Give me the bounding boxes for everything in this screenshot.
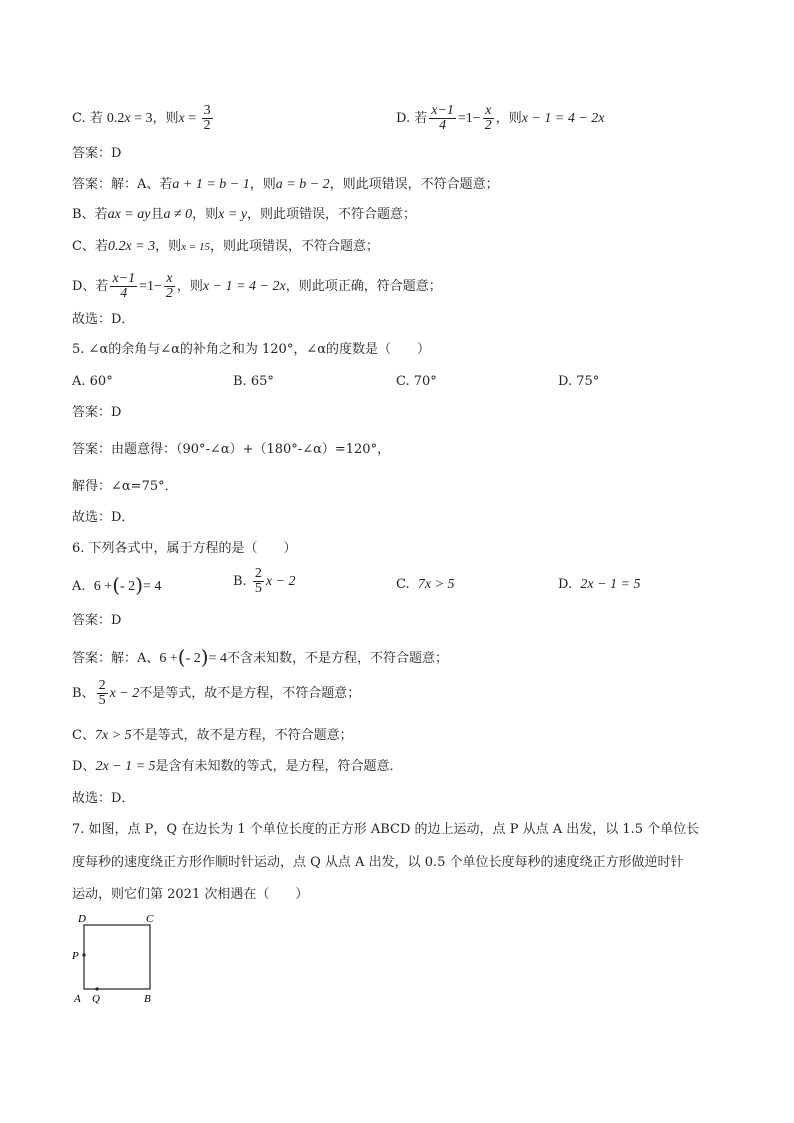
q5-option-b: B. 65° [233, 374, 274, 389]
label-a: A [74, 993, 81, 1005]
q5-option-a: A. 60° [72, 374, 113, 389]
square-abcd [84, 925, 150, 989]
q4-solution-b: B、若ax = ay且a ≠ 0，则x = y，则此项错误，不符合题意； [72, 207, 417, 222]
q5-stem: 5. ∠α的余角与∠α的补角之和为 120°，∠α的度数是（ ） [72, 342, 430, 357]
q5-final: 故选：D． [72, 510, 135, 525]
label-c: C [146, 913, 154, 925]
q5-option-d: D. 75° [558, 374, 600, 389]
q7-stem-line-2: 度每秒的速度绕正方形作顺时针运动，点 Q 从点 A 出发，以 0.5 个单位长度每秒的速度绕正方形做逆时针 [72, 855, 684, 870]
label-q: Q [92, 993, 100, 1005]
q4-solution-c: C、若0.2x = 3，则x = 15，则此项错误，不符合题意； [72, 239, 379, 254]
q6-option-b: B. $\frac{2}{5}$ x − 2 [233, 566, 296, 596]
q4-final: 故选：D． [72, 312, 135, 327]
q4-option-c: C. 若 0.2x = 3，则x = $\frac{3}{2}$ [72, 103, 211, 133]
q7-stem-line-3: 运动，则它们第 2021 次相遇在（ ） [72, 887, 309, 902]
q6-stem: 6. 下列各式中，属于方程的是（ ） [72, 541, 297, 556]
point-q [95, 987, 98, 990]
fraction: $\frac{x-1}{4}$ [431, 103, 454, 133]
q6-solution-b: B、 $\frac{2}{5}$ x − 2不是等式，故不是方程，不符合题意； [72, 678, 361, 708]
q5-answer: 答案：D [72, 405, 122, 420]
q7-stem-line-1: 7. 如图，点 P，Q 在边长为 1 个单位长度的正方形 ABCD 的边上运动，点 P 从点 A 出发，以 1.5 个单位长 [72, 822, 700, 837]
q6-answer: 答案：D [72, 613, 122, 628]
q6-solution-d: D、2x − 1 = 5是含有未知数的等式，是方程，符合题意． [72, 759, 403, 774]
square-figure [66, 910, 176, 1010]
fraction: $\frac{3}{2}$ [203, 103, 211, 133]
fraction: $\frac{2}{5}$ [254, 566, 262, 596]
q5-solution-2: 解得：∠α=75°． [72, 479, 178, 494]
fraction: $\frac{x}{2}$ [484, 103, 492, 133]
q6-option-a: A. 6 +(- 2)= 4 [72, 573, 162, 597]
q5-option-c: C. 70° [396, 374, 437, 389]
fraction: $\frac{x-1}{4}$ [112, 271, 136, 301]
q6-solution-c: C、7x > 5不是等式，故不是方程，不符合题意； [72, 728, 353, 743]
q6-final: 故选：D． [72, 791, 135, 806]
q6-option-d: D. 2x − 1 = 5 [558, 577, 641, 592]
point-p [82, 953, 85, 956]
label-b: B [144, 993, 151, 1005]
q6-option-c: C. 7x > 5 [396, 577, 455, 592]
q4-solution-d: D、若 $\frac{x-1}{4}$ =1− $\frac{x}{2}$ ，则x − 1 = 4 − 2x，则此项正确，符合题意； [72, 271, 442, 301]
fraction: $\frac{2}{5}$ [98, 678, 106, 708]
fraction: $\frac{x}{2}$ [165, 271, 173, 301]
label-d: D [78, 913, 86, 925]
label-p: P [72, 950, 79, 962]
q5-solution-1: 答案：由题意得：（90°-∠α）+（180°-∠α）=120°， [72, 442, 391, 457]
q6-solution-a: 答案：解：A、6 +(- 2)= 4不含未知数，不是方程，不符合题意； [72, 645, 449, 669]
q4-answer: 答案：D [72, 146, 122, 161]
q4-solution-a: 答案：解：A、若a + 1 = b − 1，则a = b − 2，则此项错误，不符合题意； [72, 177, 499, 192]
q4-option-d: D. 若 $\frac{x-1}{4}$ =1− $\frac{x}{2}$ ，则x − 1 = 4 − 2x [396, 103, 605, 133]
